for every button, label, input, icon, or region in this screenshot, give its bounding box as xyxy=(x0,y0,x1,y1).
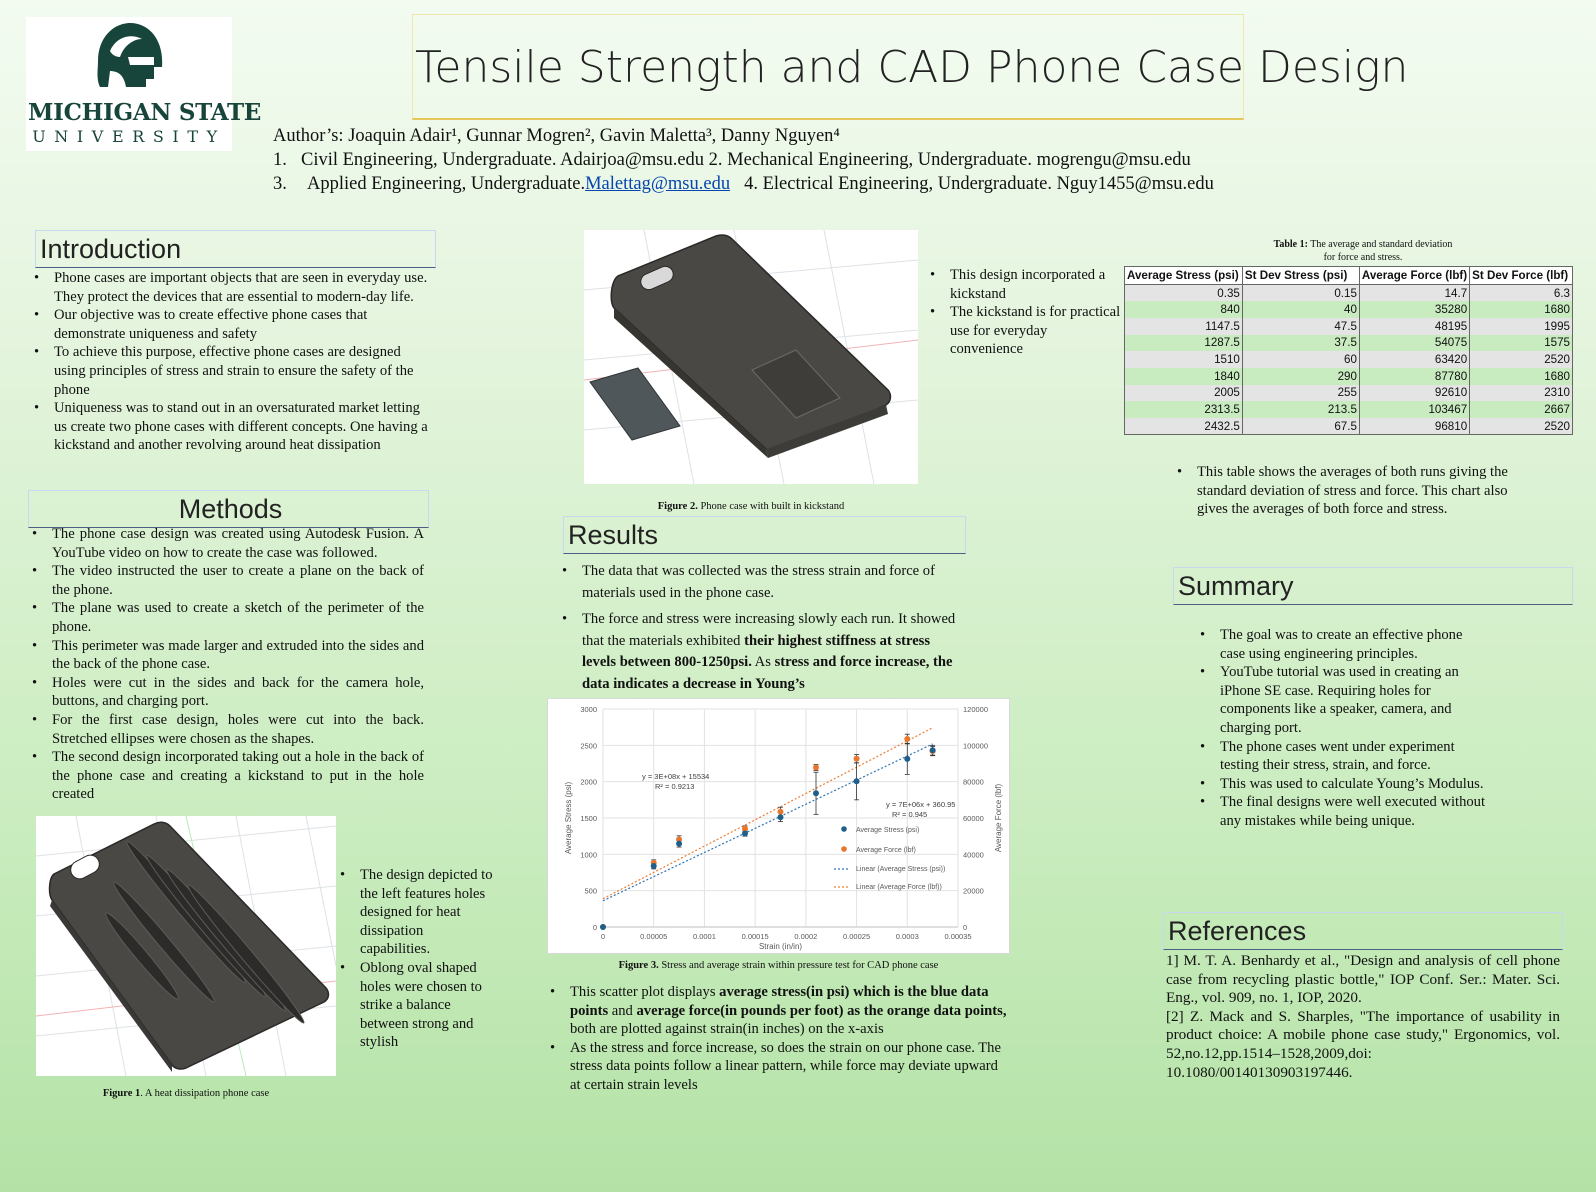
list-item: • Our objective was to create effective phone cases that demonstrate uniqueness and safety xyxy=(30,306,430,343)
table-cell: 213.5 xyxy=(1242,401,1359,418)
figure-1-image xyxy=(36,816,336,1076)
y2-tick-label: 120000 xyxy=(963,705,989,714)
table-cell: 1287.5 xyxy=(1125,335,1243,352)
legend-label: Average Force (lbf) xyxy=(856,847,916,854)
table-cell: 1680 xyxy=(1470,368,1573,385)
methods-list xyxy=(28,525,424,804)
y2-tick-label: 0 xyxy=(963,923,968,932)
x-tick-label: 0.00005 xyxy=(640,932,668,941)
list-item: • The data that was collected was the stress strain and force of materials used in the phone case. xyxy=(558,561,958,604)
results-text: The force and stress were increasing slowly each run. It showed that the materials exhibited xyxy=(582,611,956,649)
kickstand-case-render xyxy=(584,230,918,484)
list-item: • Uniqueness was to stand out in an oversaturated market letting us create two phone cases with different concepts. One having a kickstand and another revolving around heat dissipation xyxy=(30,399,430,455)
column-header: St Dev Force (lbf) xyxy=(1470,267,1573,285)
caption-label: Figure 1 xyxy=(102,1088,141,1099)
stress-point xyxy=(676,841,682,847)
affiliation-line-2 xyxy=(273,172,1214,196)
results-heading: Results xyxy=(563,516,966,554)
list-item: • The phone cases went under experiment testing their stress, strain, and force. xyxy=(1196,738,1486,775)
stress-point xyxy=(742,830,748,836)
y-tick-label: 1000 xyxy=(580,850,597,860)
figure-3-bullets xyxy=(546,983,1010,1095)
table-cell: 63420 xyxy=(1359,351,1469,368)
table-cell: 0.35 xyxy=(1125,285,1243,302)
list-item: • The kickstand is for practical use for everyday convenience xyxy=(926,303,1122,359)
table-header-row xyxy=(1125,267,1573,285)
figure-2-image xyxy=(584,230,918,484)
x-tick-label: 0.00015 xyxy=(741,932,769,941)
x-tick-label: 0.0002 xyxy=(794,932,818,941)
table-cell: 35280 xyxy=(1359,301,1469,318)
x-tick-label: 0.0003 xyxy=(895,932,919,941)
y2-axis-label: Average Force (lbf) xyxy=(994,783,1003,853)
reference-item: [2] Z. Mack and S. Sharples, "The importance of usability in product choice: A mobile phone case study," Ergonomics, vol. 52,no.12,pp.1514–1528,2009,doi: 10.1080/00140130903197446. xyxy=(1166,1007,1560,1081)
force-point xyxy=(904,736,910,742)
list-item: • This was used to calculate Young’s Modulus. xyxy=(1196,775,1486,794)
table-cell: 60 xyxy=(1242,351,1359,368)
list-item: • This table shows the averages of both runs giving the standard deviation of stress and force. This chart also gives the averages of both force and stress. xyxy=(1173,463,1513,519)
table-row xyxy=(1125,385,1573,402)
list-item: • The goal was to create an effective phone case using engineering principles. xyxy=(1196,626,1486,663)
stress-trend-equation: y = 7E+06x + 360.95 xyxy=(886,800,956,809)
y-tick-label: 2000 xyxy=(580,777,597,787)
list-item: • The phone case design was created using Autodesk Fusion. A YouTube video on how to create the case was followed. xyxy=(28,525,424,562)
results-list xyxy=(558,561,958,695)
force-trendline xyxy=(603,728,933,899)
y-tick-label: 500 xyxy=(584,886,597,896)
fig3-bold: average force(in pounds per foot) as the orange data points, xyxy=(636,1002,1007,1019)
table-cell: 1510 xyxy=(1125,351,1243,368)
force-trend-equation: y = 3E+08x + 15534 xyxy=(642,772,710,781)
y2-tick-label: 40000 xyxy=(963,850,984,860)
summary-list xyxy=(1196,626,1486,831)
methods-heading: Methods xyxy=(28,490,429,528)
table-caption xyxy=(1270,239,1456,264)
table-row xyxy=(1125,285,1573,302)
x-tick-label: 0.0001 xyxy=(692,932,716,941)
stress-point xyxy=(813,790,819,796)
table-cell: 1840 xyxy=(1125,368,1243,385)
table-cell: 6.3 xyxy=(1470,285,1573,302)
aff-number: 3. xyxy=(273,174,287,194)
legend-marker-force xyxy=(841,846,847,852)
y2-tick-label: 80000 xyxy=(963,777,984,787)
list-item xyxy=(546,983,1010,1039)
table-cell: 2313.5 xyxy=(1125,401,1243,418)
table-row xyxy=(1125,368,1573,385)
table-cell: 290 xyxy=(1242,368,1359,385)
legend-marker-stress xyxy=(841,826,847,832)
stress-point xyxy=(778,814,784,820)
y-tick-label: 0 xyxy=(592,923,597,932)
column-header: Average Force (lbf) xyxy=(1359,267,1469,285)
list-item: • YouTube tutorial was used in creating an iPhone SE case. Requiring holes for components like a speaker, camera, and charging port. xyxy=(1196,663,1486,737)
table-cell: 1995 xyxy=(1470,318,1573,335)
references-list xyxy=(1166,952,1560,1082)
caption-text: . A heat dissipation phone case xyxy=(140,1088,270,1099)
results-bold: stress and force increase, the data indicates a decrease in Young’s xyxy=(582,654,953,692)
force-point xyxy=(813,765,819,771)
fig3-text: both are plotted against strain(in inches) on the x-axis xyxy=(570,1021,884,1038)
force-point xyxy=(854,756,860,762)
author-line: Author’s: Joaquin Adair¹, Gunnar Mogren², Gavin Maletta³, Danny Nguyen⁴ xyxy=(273,126,840,146)
list-item: • Oblong oval shaped holes were chosen to strike a balance between strong and stylish xyxy=(336,959,496,1052)
list-item: • The second design incorporated taking out a hole in the back of the phone case and creating a kickstand to put in the hole created xyxy=(28,748,424,804)
figure-2-bullets xyxy=(926,266,1122,359)
table-cell: 255 xyxy=(1242,385,1359,402)
caption-label: Table 1: xyxy=(1273,239,1308,250)
table-cell: 2005 xyxy=(1125,385,1243,402)
list-item: • To achieve this purpose, effective phone cases are designed using principles of stress and strain to ensure the safety of the phone xyxy=(30,343,430,399)
table-cell: 2667 xyxy=(1470,401,1573,418)
caption-label: Figure 3. xyxy=(618,960,659,971)
table-note xyxy=(1173,463,1513,519)
results-bold: their highest stiffness at stress levels between 800-1250psi. xyxy=(582,632,931,670)
msu-logo xyxy=(26,17,262,151)
table-cell: 1147.5 xyxy=(1125,318,1243,335)
table-cell: 87780 xyxy=(1359,368,1469,385)
table-cell: 2520 xyxy=(1470,351,1573,368)
stress-point xyxy=(600,924,606,930)
table-cell: 14.7 xyxy=(1359,285,1469,302)
list-item xyxy=(558,609,958,695)
heat-dissipation-case-render xyxy=(36,816,336,1076)
stress-trendline xyxy=(603,744,933,901)
table-row xyxy=(1125,401,1573,418)
fig3-bold: average stress(in psi) which is the blue data points xyxy=(570,984,989,1019)
figure-3-chart xyxy=(547,698,1010,954)
affiliation-line-1 xyxy=(273,148,1214,172)
aff-text: 4. Electrical Engineering, Undergraduate. Nguy1455@msu.edu xyxy=(744,174,1214,194)
table-row xyxy=(1125,318,1573,335)
table-cell: 2432.5 xyxy=(1125,418,1243,435)
table-cell: 96810 xyxy=(1359,418,1469,435)
table-cell: 2310 xyxy=(1470,385,1573,402)
y-axis-label: Average Stress (psi) xyxy=(564,781,573,855)
caption-text: Phone case with built in kickstand xyxy=(697,501,845,512)
y-tick-label: 2500 xyxy=(580,741,597,751)
aff-number: 1. xyxy=(273,150,287,170)
list-item: • The video instructed the user to create a plane on the back of the phone. xyxy=(28,562,424,599)
authors-block xyxy=(273,124,1214,196)
list-item: • As the stress and force increase, so does the strain on our phone case. The stress data points follow a linear pattern, while force may deviate upward at certain strain levels xyxy=(546,1039,1010,1095)
fig3-text: This scatter plot displays xyxy=(570,984,720,1000)
introduction-heading: Introduction xyxy=(35,230,436,268)
figure-1-bullets xyxy=(336,866,496,1052)
table-cell: 92610 xyxy=(1359,385,1469,402)
x-tick-label: 0.00025 xyxy=(843,932,871,941)
table-cell: 47.5 xyxy=(1242,318,1359,335)
y2-tick-label: 60000 xyxy=(963,814,984,823)
summary-heading: Summary xyxy=(1173,567,1573,605)
stress-point xyxy=(930,747,936,753)
y2-tick-label: 100000 xyxy=(963,741,989,751)
legend-label: Linear (Average Stress (psi)) xyxy=(856,866,946,873)
table-cell: 0.15 xyxy=(1242,285,1359,302)
list-item: • This perimeter was made larger and extruded into the sides and the back of the phone case. xyxy=(28,637,424,674)
caption-label: Figure 2. xyxy=(657,501,698,512)
stress-force-scatter-chart xyxy=(548,699,1011,955)
caption-text: The average and standard deviation for force and stress. xyxy=(1307,239,1453,263)
list-item: • For the first case design, holes were cut into the back. Stretched ellipses were chosen as the shapes. xyxy=(28,711,424,748)
table-cell: 48195 xyxy=(1359,318,1469,335)
poster-title: Tensile Strength and CAD Phone Case Design xyxy=(412,14,1244,120)
y-tick-label: 1500 xyxy=(580,814,597,823)
legend-label: Average Stress (psi) xyxy=(856,827,920,834)
references-heading: References xyxy=(1163,912,1563,950)
stress-point xyxy=(904,756,910,762)
list-item: • The plane was used to create a sketch of the perimeter of the phone. xyxy=(28,599,424,636)
stress-trend-r2: R² = 0.945 xyxy=(892,810,928,819)
stress-point xyxy=(651,863,657,869)
logo-line1: MICHIGAN STATE xyxy=(28,99,262,126)
table-row xyxy=(1125,335,1573,352)
results-text: As xyxy=(751,654,775,670)
x-tick-label: 0 xyxy=(600,932,606,941)
logo-line2: UNIVERSITY xyxy=(32,127,226,146)
x-axis-label: Strain (in/in) xyxy=(758,942,803,951)
figure-1-caption xyxy=(36,1088,336,1099)
column-header: St Dev Stress (psi) xyxy=(1242,267,1359,285)
force-trend-r2: R² = 0.9213 xyxy=(655,782,695,791)
table-cell: 54075 xyxy=(1359,335,1469,352)
list-item: • Phone cases are important objects that are seen in everyday use. They protect the devices that are essential to modern-day life. xyxy=(30,269,430,306)
aff-text: Civil Engineering, Undergraduate. Adairjoa@msu.edu 2. Mechanical Engineering, Undergraduate. mogrengu@msu.edu xyxy=(301,150,1191,170)
stress-point xyxy=(854,778,860,784)
legend-label: Linear (Average Force (lbf)) xyxy=(856,884,942,891)
table-cell: 2520 xyxy=(1470,418,1573,435)
list-item: • The design depicted to the left features holes designed for heat dissipation capabilities. xyxy=(336,866,496,959)
table-cell: 37.5 xyxy=(1242,335,1359,352)
force-point xyxy=(778,809,784,815)
y-tick-label: 3000 xyxy=(580,705,597,714)
figure-2-caption xyxy=(584,501,918,512)
figure-3-caption xyxy=(547,960,1010,971)
table-cell: 67.5 xyxy=(1242,418,1359,435)
table-row xyxy=(1125,418,1573,435)
y2-tick-label: 20000 xyxy=(963,886,984,896)
reference-item: 1] M. T. A. Benhardy et al., "Design and analysis of cell phone case from recycling plastic bottle," IOP Conf. Ser.: Mater. Sci. Eng., vol. 909, no. 1, IOP, 2020. xyxy=(1166,952,1560,1007)
x-tick-label: 0.00035 xyxy=(944,932,972,941)
table-row xyxy=(1125,351,1573,368)
aff-text: Applied Engineering, Undergraduate. xyxy=(307,174,586,194)
email-link[interactable]: Malettag@msu.edu xyxy=(585,174,731,194)
data-table xyxy=(1124,266,1573,435)
list-item: • Holes were cut in the sides and back for the camera hole, buttons, and charging port. xyxy=(28,674,424,711)
list-item: • This design incorporated a kickstand xyxy=(926,266,1122,303)
table-cell: 1680 xyxy=(1470,301,1573,318)
table-cell: 103467 xyxy=(1359,401,1469,418)
table-cell: 1575 xyxy=(1470,335,1573,352)
column-header: Average Stress (psi) xyxy=(1125,267,1243,285)
table-cell: 840 xyxy=(1125,301,1243,318)
introduction-list xyxy=(30,269,430,455)
list-item: • The final designs were well executed without any mistakes while being unique. xyxy=(1196,793,1486,830)
caption-text: Stress and average strain within pressure test for CAD phone case xyxy=(658,960,939,971)
fig3-text: and xyxy=(608,1002,637,1019)
table-cell: 40 xyxy=(1242,301,1359,318)
table-row xyxy=(1125,301,1573,318)
